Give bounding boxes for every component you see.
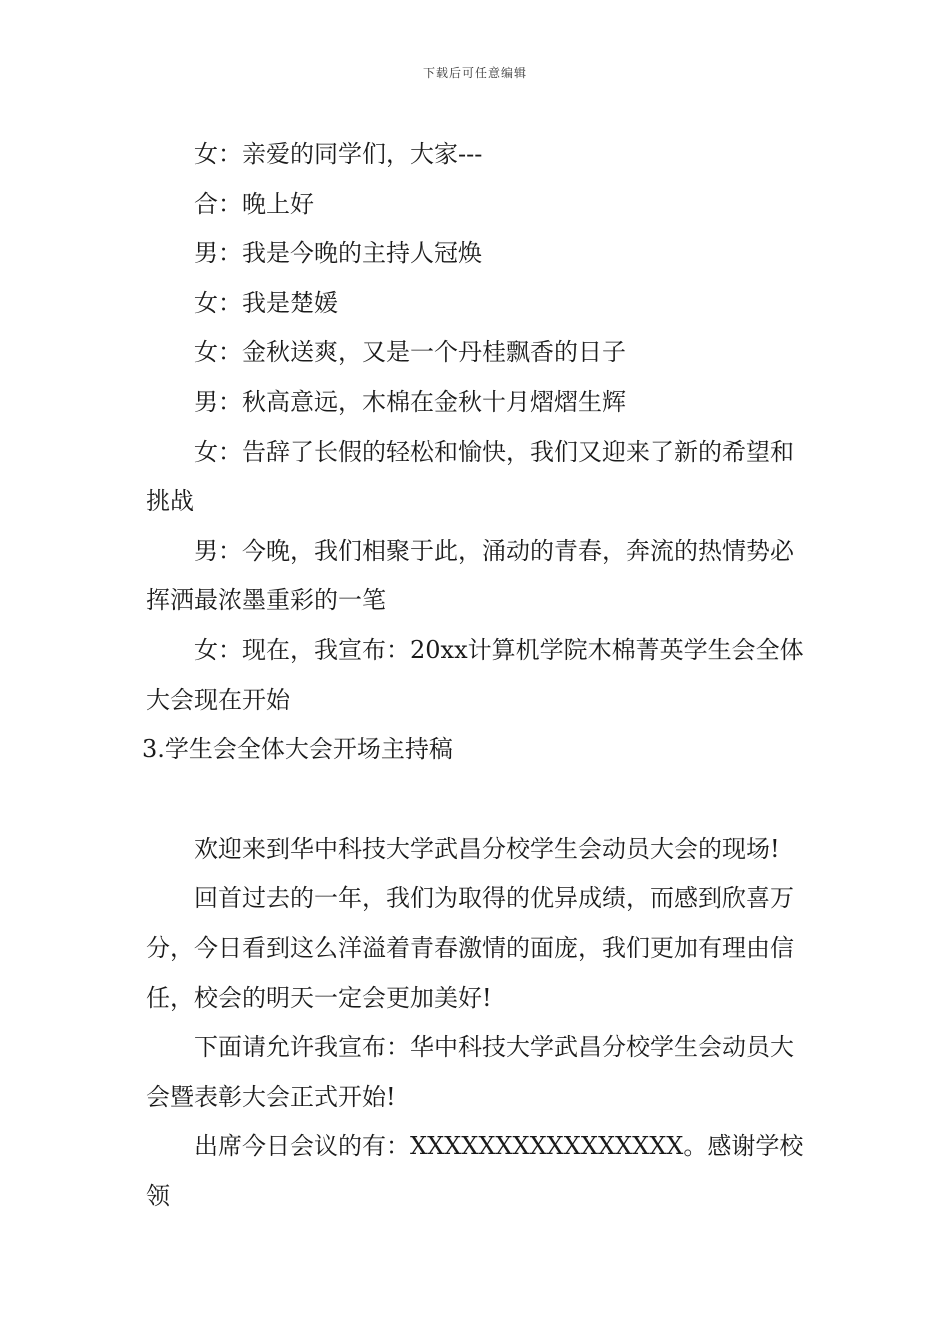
spacer bbox=[146, 775, 810, 825]
section-heading: 3.学生会全体大会开场主持稿 bbox=[142, 735, 453, 764]
dialogue-line: 女：告辞了长假的轻松和愉快，我们又迎来了新的希望和挑战 bbox=[146, 437, 794, 516]
dialogue-line: 合：晚上好 bbox=[194, 189, 314, 218]
paragraph: 下面请允许我宣布：华中科技大学武昌分校学生会动员大会暨表彰大会正式开始! bbox=[146, 1033, 794, 1111]
dialogue-line: 女：现在，我宣布：20xx计算机学院木棉菁英学生会全体大会现在开始 bbox=[146, 635, 804, 714]
dialogue-line: 男：今晚，我们相聚于此，涌动的青春，奔流的热情势必挥洒最浓墨重彩的一笔 bbox=[146, 536, 794, 615]
document-body bbox=[142, 130, 810, 1221]
dialogue-line: 女：金秋送爽，又是一个丹桂飘香的日子 bbox=[194, 338, 626, 367]
paragraph: 欢迎来到华中科技大学武昌分校学生会动员大会的现场! bbox=[194, 834, 780, 863]
dialogue-line: 男：我是今晚的主持人冠焕 bbox=[194, 239, 482, 268]
dialogue-line: 女：我是楚媛 bbox=[194, 288, 338, 317]
paragraph: 出席今日会议的有：XXXXXXXXXXXXXXXX。感谢学校领 bbox=[146, 1132, 804, 1210]
dialogue-line: 男：秋高意远，木棉在金秋十月熠熠生辉 bbox=[194, 387, 626, 416]
page-header: 下载后可任意编辑 bbox=[422, 66, 527, 80]
paragraph: 回首过去的一年，我们为取得的优异成绩，而感到欣喜万分，今日看到这么洋溢着青春激情的面庞，我们更加有理由信任，校会的明天一定会更加美好! bbox=[146, 884, 794, 1012]
dialogue-line: 女：亲爱的同学们，大家--- bbox=[194, 140, 483, 168]
